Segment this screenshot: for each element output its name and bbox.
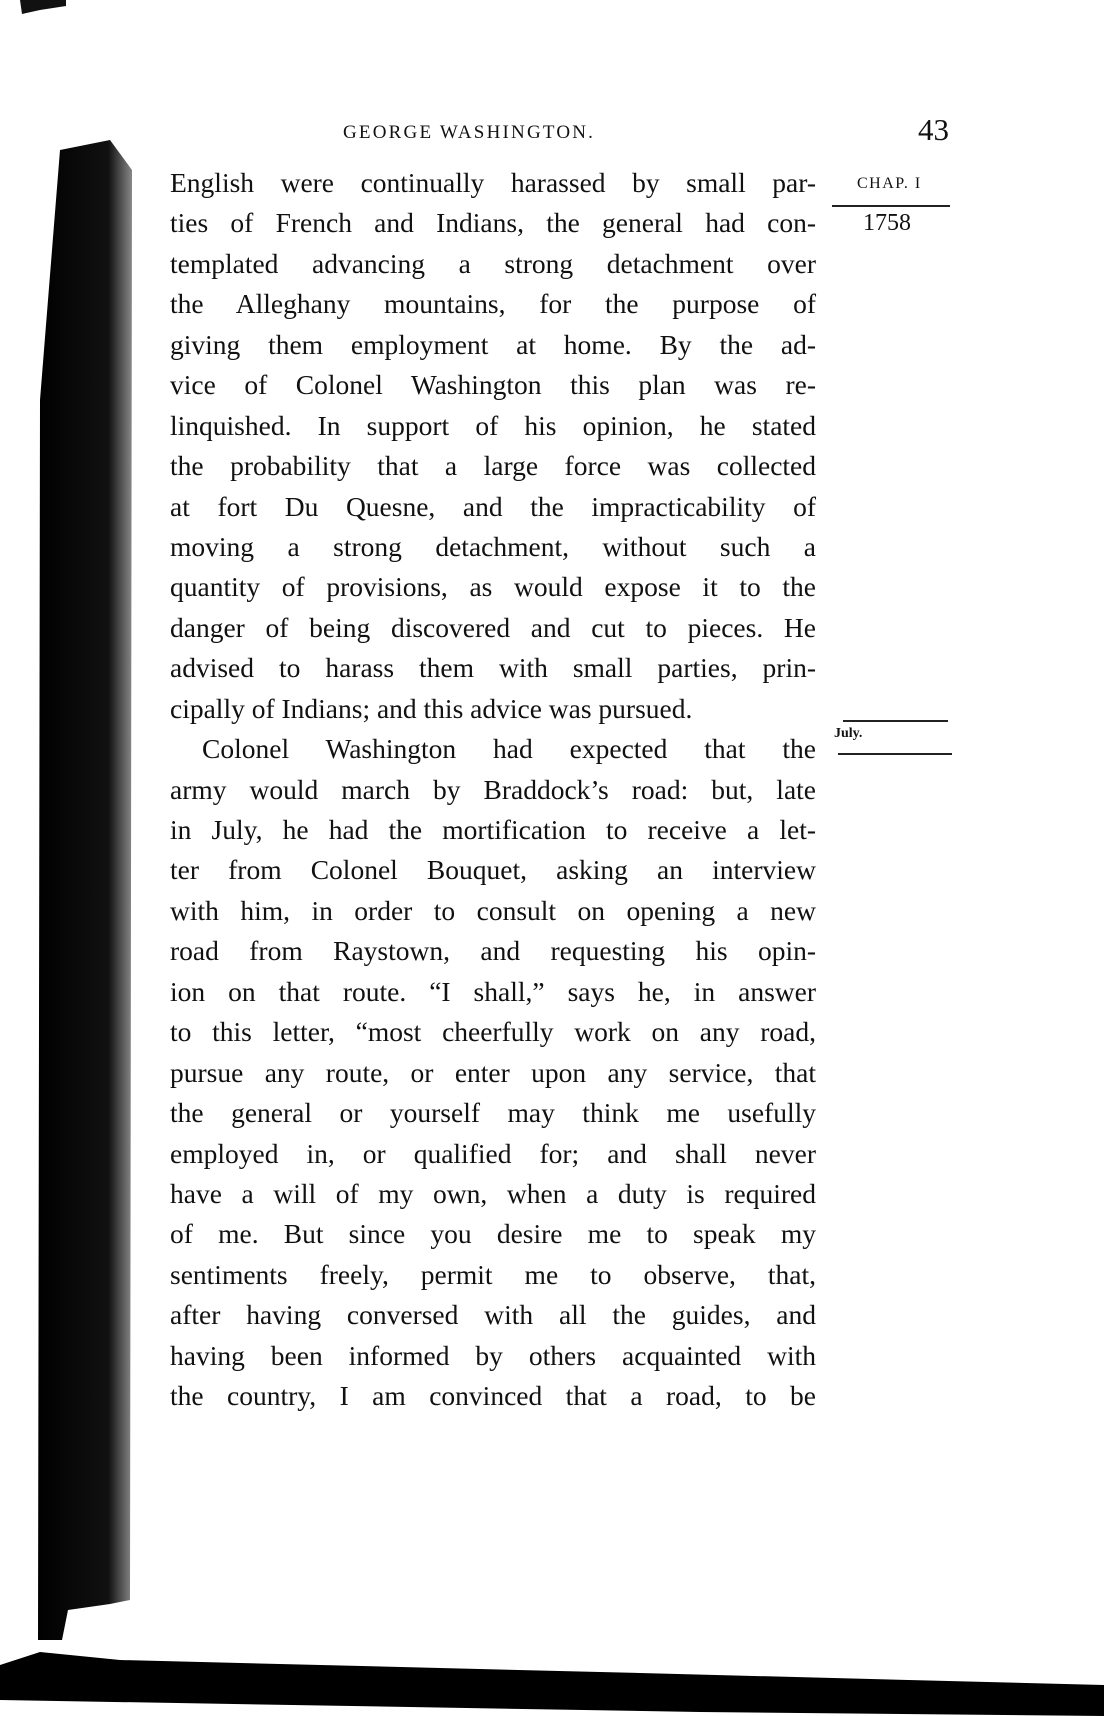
text-line: danger of being discovered and cut to pieces. He xyxy=(170,611,816,643)
margin-year: 1758 xyxy=(863,210,911,236)
text-line: army would march by Braddock’s road: but, late xyxy=(170,773,816,805)
text-line: the Alleghany mountains, for the purpose of xyxy=(170,288,816,320)
text-line: pursue any route, or enter upon any service, that xyxy=(170,1056,816,1088)
page-number: 43 xyxy=(918,112,949,147)
text-line: sentiments freely, permit me to observe, that, xyxy=(170,1258,816,1290)
text-line: giving them employment at home. By the ad- xyxy=(170,328,816,360)
text-line: the country, I am convinced that a road, to be xyxy=(170,1380,816,1412)
text-line: to this letter, “most cheerfully work on any road, xyxy=(170,1016,816,1048)
text-line: ion on that route. “I shall,” says he, in answer xyxy=(170,975,816,1007)
text-line: in July, he had the mortification to receive a let- xyxy=(170,814,816,845)
text-line: with him, in order to consult on opening a new xyxy=(170,894,816,926)
running-title: GEORGE WASHINGTON. xyxy=(343,122,596,143)
margin-month: July. xyxy=(834,726,863,741)
text-line: having been informed by others acquainted with xyxy=(170,1339,816,1371)
margin-rule xyxy=(843,720,948,722)
text-line: vice of Colonel Washington this plan was re- xyxy=(170,369,816,401)
text-line: of me. But since you desire me to speak my xyxy=(170,1218,816,1250)
top-corner-mark xyxy=(20,0,66,14)
text-line: quantity of provisions, as would expose it to the xyxy=(170,571,816,603)
text-line: templated advancing a strong detachment over xyxy=(170,247,816,279)
text-line: ties of French and Indians, the general had con- xyxy=(170,207,816,239)
text-line: cipally of Indians; and this advice was pursued. xyxy=(170,692,693,724)
margin-rule xyxy=(838,753,952,755)
text-line: moving a strong detachment, without such a xyxy=(170,530,816,562)
text-line: at fort Du Quesne, and the impracticability of xyxy=(170,490,816,522)
bottom-edge-shadow xyxy=(0,1652,1104,1716)
margin-chapter: CHAP. I xyxy=(857,175,922,192)
text-line: advised to harass them with small parties, prin- xyxy=(170,652,816,684)
text-line: Colonel Washington had expected that the xyxy=(202,733,816,765)
text-line: after having conversed with all the guides, and xyxy=(170,1299,816,1331)
body-text xyxy=(170,163,816,1417)
binding-shadow-strip xyxy=(38,140,132,1640)
text-line: linquished. In support of his opinion, he stated xyxy=(170,409,816,441)
text-line: employed in, or qualified for; and shall never xyxy=(170,1137,816,1169)
text-line: the general or yourself may think me usefully xyxy=(170,1097,816,1129)
text-line: English were continually harassed by small par- xyxy=(170,167,816,198)
margin-rule xyxy=(832,205,950,207)
text-line: ter from Colonel Bouquet, asking an interview xyxy=(170,854,816,886)
text-line: road from Raystown, and requesting his opin- xyxy=(170,935,816,967)
text-line: have a will of my own, when a duty is required xyxy=(170,1177,816,1209)
text-line: the probability that a large force was collected xyxy=(170,450,816,482)
